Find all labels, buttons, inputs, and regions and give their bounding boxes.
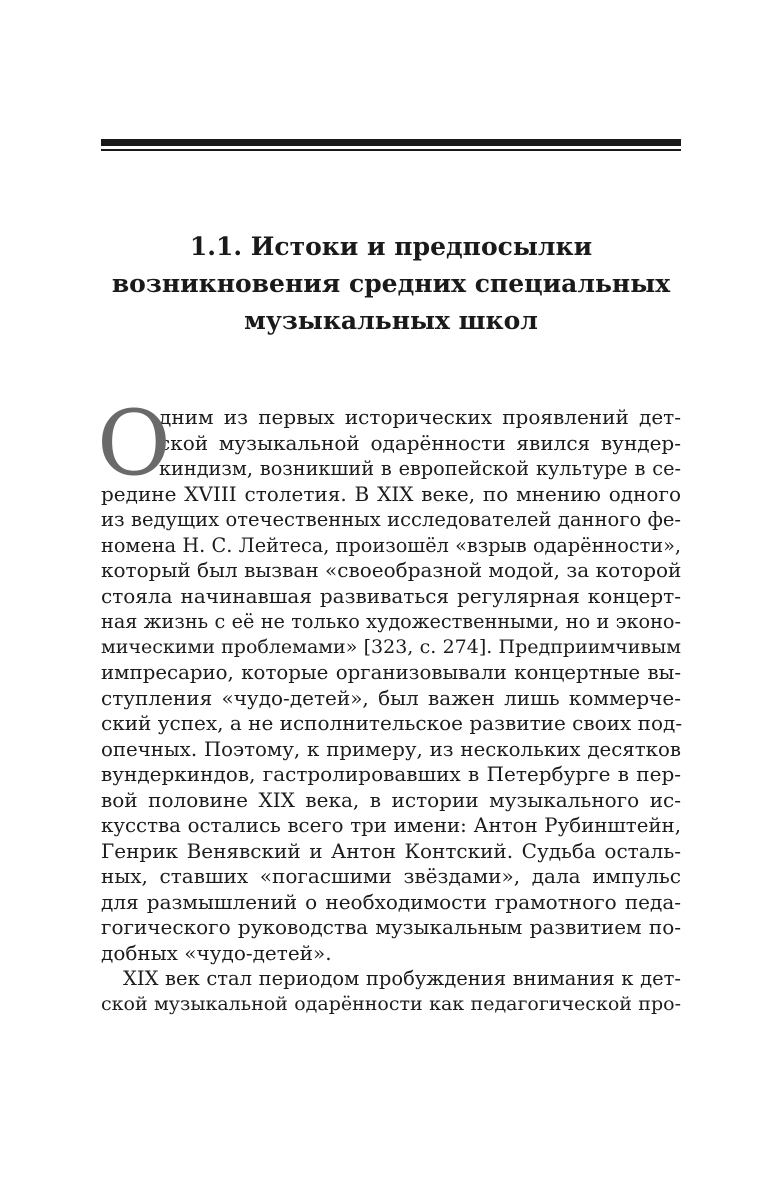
- body-text: [97, 391, 683, 1017]
- text-line: гогического руководства музыкальным развитием по-: [101, 915, 681, 939]
- text-line: из ведущих отечественных исследователей данного фе-: [101, 508, 681, 531]
- heading-line-2: возникновения средних специальных: [111, 269, 671, 298]
- paragraph-1: [101, 405, 681, 966]
- text-line: кусства остались всего три имени: Антон Рубинштейн,: [101, 814, 681, 837]
- text-line: вундеркиндов, гастролировавших в Петербурге в пер-: [101, 762, 681, 786]
- text-line: для размышлений о необходимости грамотного педа-: [101, 889, 681, 914]
- text-line: мическими проблемами» [323, с. 274]. Предприимчивым: [101, 635, 681, 658]
- text-line: ской музыкальной одарённости явился вундер-: [159, 430, 681, 455]
- text-line: ской музыкальной одарённости как педагогической про-: [101, 992, 681, 1015]
- text-line: номена Н. С. Лейтеса, произошёл «взрыв одарённости»,: [101, 533, 681, 557]
- text-line: стояла начинавшая развиваться регулярная концерт-: [101, 583, 681, 608]
- text-line: ных, ставших «погасшими звёздами», дала импульс: [101, 864, 681, 888]
- text-line: ский успех, а не исполнительское развитие своих под-: [101, 711, 683, 735]
- text-line: импресарио, которые организовывали концертные вы-: [101, 661, 681, 684]
- text-line: вой половине XIX века, в истории музыкального ис-: [101, 787, 681, 812]
- text-line: добных «чудо-детей».: [101, 940, 332, 965]
- text-line: ступления «чудо-детей», был важен лишь коммерче-: [101, 685, 681, 710]
- header-rule-thin: [101, 149, 681, 151]
- text-line: дним из первых исторических проявлений дет-: [159, 405, 681, 429]
- text-line: который был вызван «своеобразной модой, за которой: [101, 558, 682, 582]
- paragraph-2: [101, 966, 681, 1017]
- heading-line-1: 1.1. Истоки и предпосылки: [189, 232, 593, 261]
- text-line: киндизм, возникший в европейской культуре в се-: [159, 457, 681, 480]
- text-line: ная жизнь с её не только художественными, но и эконо-: [101, 610, 681, 633]
- text-line: Генрик Венявский и Антон Контский. Судьба осталь-: [101, 838, 681, 863]
- heading-line-3: музыкальных школ: [244, 306, 538, 335]
- text-line: редине XVIII столетия. В XIX веке, по мнению одного: [101, 481, 681, 506]
- text-line: опечных. Поэтому, к примеру, из нескольких десятков: [101, 737, 681, 761]
- section-heading: [101, 228, 681, 339]
- text-line: XIX век стал периодом пробуждения внимания к дет-: [123, 967, 681, 990]
- drop-cap: О: [97, 391, 171, 496]
- header-rule-thick: [101, 139, 681, 146]
